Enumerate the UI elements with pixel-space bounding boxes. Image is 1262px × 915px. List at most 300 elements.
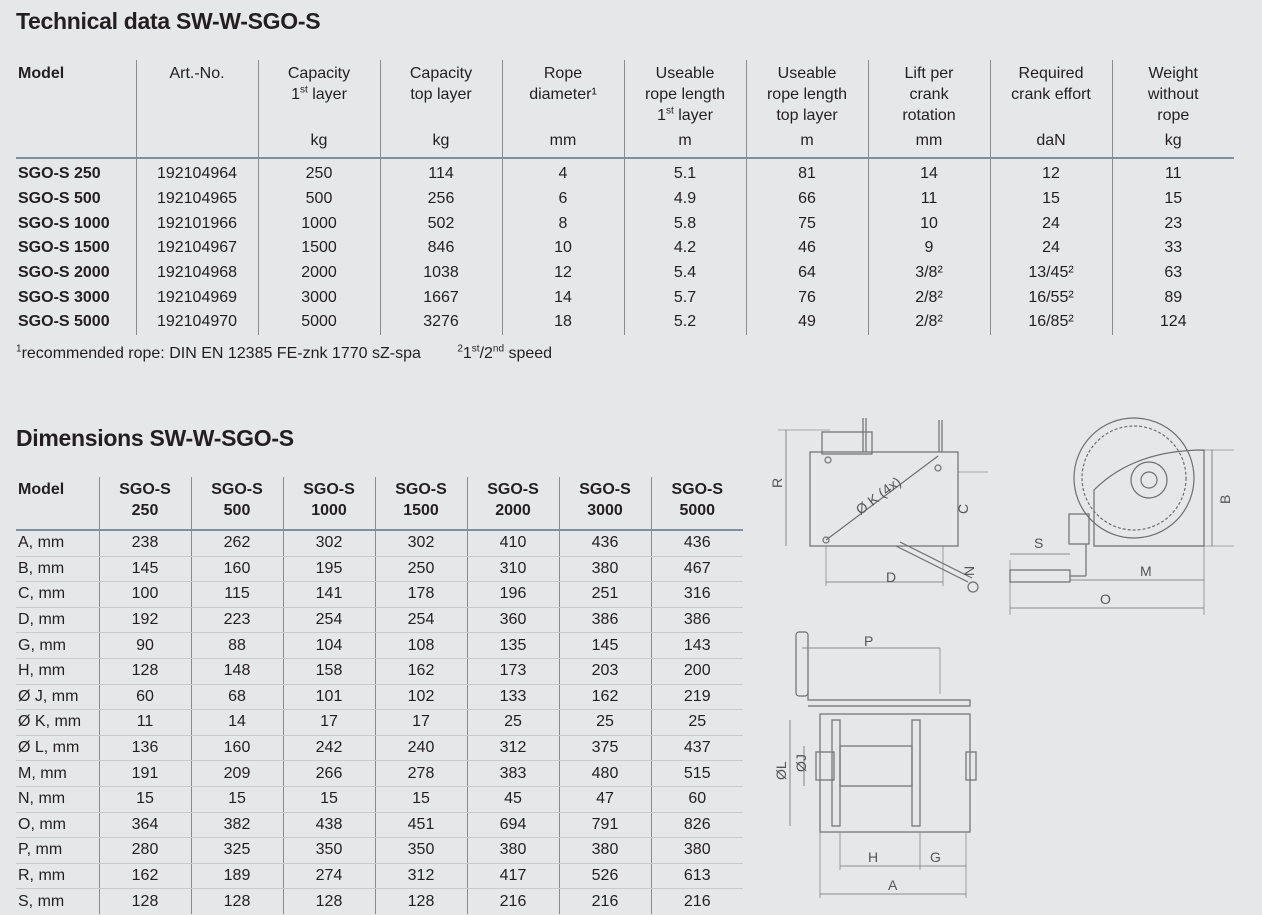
table-cell: 5.8	[624, 211, 746, 236]
table-cell: 4.2	[624, 236, 746, 261]
dims-col-header-0	[16, 477, 99, 530]
table-cell: 128	[283, 889, 375, 914]
table-cell: 410	[467, 530, 559, 556]
dims-header-line2: 2000	[495, 502, 531, 519]
table-cell: 417	[467, 863, 559, 889]
table-cell: 60	[99, 684, 191, 710]
dims-col-header-5	[467, 477, 559, 530]
tech-col-header-6	[746, 60, 868, 158]
table-cell: 3276	[380, 310, 502, 335]
table-row	[16, 310, 1234, 335]
table-cell: G, mm	[16, 633, 99, 659]
table-cell: 16/55²	[990, 285, 1112, 310]
tech-col-header-2	[258, 60, 380, 158]
tech-header-unit: kg	[432, 132, 450, 149]
tech-header-line: 1st layer	[291, 84, 347, 103]
table-cell: 467	[651, 556, 743, 582]
table-row	[16, 556, 743, 582]
table-cell: 17	[375, 710, 467, 736]
tech-header-line: Rope	[543, 65, 583, 82]
table-cell: 216	[559, 889, 651, 914]
table-cell: 25	[559, 710, 651, 736]
table-cell: 17	[283, 710, 375, 736]
label-k: Ø K (4x)	[852, 473, 904, 518]
footnote-1: $^1$recommended rope: DIN EN 12385 FE-znk 1770 sZ-spa	[16, 344, 421, 363]
table-cell: 502	[380, 211, 502, 236]
dims-col-header-1	[99, 477, 191, 530]
table-cell: 135	[467, 633, 559, 659]
table-cell: 4.9	[624, 187, 746, 212]
tech-col-header-8	[990, 60, 1112, 158]
table-cell: 500	[258, 187, 380, 212]
table-cell: 325	[191, 838, 283, 864]
table-cell: 128	[191, 889, 283, 914]
table-cell: 16/85²	[990, 310, 1112, 335]
table-cell: SGO-S 2000	[18, 264, 110, 282]
label-c: C	[955, 503, 971, 514]
table-cell: 68	[191, 684, 283, 710]
tech-header-line: without	[1147, 86, 1199, 103]
table-cell: 128	[99, 889, 191, 914]
table-cell: Ø K, mm	[16, 710, 99, 736]
table-row	[16, 261, 1234, 286]
tech-header-line: crank effort	[1011, 86, 1091, 103]
table-cell: 350	[375, 838, 467, 864]
table-cell: 47	[559, 786, 651, 812]
dims-header-line1: SGO-S	[579, 481, 631, 498]
tech-header-line: rope length	[644, 86, 726, 103]
dims-header-line2: 3000	[587, 502, 623, 519]
table-row	[16, 187, 1234, 212]
table-cell: 254	[375, 607, 467, 633]
table-cell: 5.1	[624, 158, 746, 187]
table-cell: 9	[868, 236, 990, 261]
table-cell: SGO-S 3000	[18, 288, 110, 306]
table-cell: 846	[380, 236, 502, 261]
dims-header-line2: 250	[131, 502, 159, 519]
table-cell: 162	[559, 684, 651, 710]
table-cell: 189	[191, 863, 283, 889]
tech-header-unit: mm	[549, 132, 577, 149]
table-cell: 162	[99, 863, 191, 889]
table-row	[16, 684, 743, 710]
table-cell: 160	[191, 556, 283, 582]
table-cell: 192104968	[136, 261, 258, 286]
table-cell: 24	[990, 211, 1112, 236]
table-cell: 12	[502, 261, 624, 286]
dims-header-line1: SGO-S	[303, 481, 355, 498]
winch-end-view-drawing	[1004, 410, 1244, 615]
table-cell: 250	[375, 556, 467, 582]
label-r: R	[769, 477, 785, 488]
table-cell: 526	[559, 863, 651, 889]
table-cell: 88	[191, 633, 283, 659]
dims-header-line1: SGO-S	[671, 481, 724, 498]
winch-top-view-drawing	[760, 628, 990, 903]
tech-header-unit: kg	[310, 132, 328, 149]
table-cell: 266	[283, 761, 375, 787]
table-cell: 4	[502, 158, 624, 187]
table-cell: 15	[283, 786, 375, 812]
dims-header-line2: 1000	[311, 502, 347, 519]
table-cell: 436	[559, 530, 651, 556]
table-cell: 64	[746, 261, 868, 286]
table-cell: 515	[651, 761, 743, 787]
table-cell: 101	[283, 684, 375, 710]
table-cell: 128	[375, 889, 467, 914]
label-b: B	[1217, 494, 1233, 504]
table-cell: Ø J, mm	[16, 684, 99, 710]
table-cell: 104	[283, 633, 375, 659]
table-cell: 33	[1112, 236, 1234, 261]
table-cell: 141	[283, 582, 375, 608]
table-cell: 14	[502, 285, 624, 310]
table-cell: 63	[1112, 261, 1234, 286]
tech-col-header-3	[380, 60, 502, 158]
table-cell: N, mm	[16, 786, 99, 812]
tech-header-line: top layer	[776, 107, 838, 124]
dims-col-header-6	[559, 477, 651, 530]
label-a: A	[888, 877, 898, 893]
table-cell: 192101966	[136, 211, 258, 236]
table-row	[16, 812, 743, 838]
table-cell: 160	[191, 735, 283, 761]
table-cell: 240	[375, 735, 467, 761]
table-cell: 81	[746, 158, 868, 187]
table-cell: 360	[467, 607, 559, 633]
table-row	[16, 658, 743, 684]
table-cell: 5.4	[624, 261, 746, 286]
dimensions-header-row	[16, 477, 743, 530]
table-cell: 143	[651, 633, 743, 659]
table-cell: 173	[467, 658, 559, 684]
table-cell: 223	[191, 607, 283, 633]
tech-header-line: Lift per	[904, 65, 954, 82]
table-cell: 192104965	[136, 187, 258, 212]
table-cell: 386	[651, 607, 743, 633]
table-cell: 25	[651, 710, 743, 736]
table-cell: 191	[99, 761, 191, 787]
dims-header-line1: SGO-S	[395, 481, 447, 498]
table-cell: 15	[990, 187, 1112, 212]
table-row	[16, 838, 743, 864]
table-cell: 791	[559, 812, 651, 838]
table-cell: 380	[559, 556, 651, 582]
label-l: ØL	[773, 761, 789, 780]
table-cell: 13/45²	[990, 261, 1112, 286]
table-cell: D, mm	[16, 607, 99, 633]
footnote-2: $^2$1st/2nd speed	[457, 344, 553, 363]
table-cell: 254	[283, 607, 375, 633]
table-cell: 178	[375, 582, 467, 608]
table-cell: 192104964	[136, 158, 258, 187]
table-cell: SGO-S 5000	[18, 313, 110, 331]
table-cell: P, mm	[16, 838, 99, 864]
table-cell: 89	[1112, 285, 1234, 310]
table-cell: 114	[380, 158, 502, 187]
table-cell: 6	[502, 187, 624, 212]
table-cell: 15	[1112, 187, 1234, 212]
dims-col-header-7	[651, 477, 743, 530]
label-h: H	[868, 849, 879, 865]
table-cell: 1038	[380, 261, 502, 286]
tech-col-header-5	[624, 60, 746, 158]
table-cell: 195	[283, 556, 375, 582]
technical-header-row	[16, 60, 1234, 158]
tech-header-unit: m	[800, 132, 814, 149]
table-cell: 826	[651, 812, 743, 838]
table-cell: 15	[191, 786, 283, 812]
table-cell: 90	[99, 633, 191, 659]
table-cell: 1000	[258, 211, 380, 236]
table-cell: 196	[467, 582, 559, 608]
table-cell: 302	[283, 530, 375, 556]
table-cell: M, mm	[16, 761, 99, 787]
table-cell: 192	[99, 607, 191, 633]
tech-col-header-4	[502, 60, 624, 158]
table-cell: 375	[559, 735, 651, 761]
winch-side-view-drawing	[768, 410, 998, 596]
table-cell: 136	[99, 735, 191, 761]
tech-header-unit: kg	[1164, 132, 1182, 149]
table-cell: 251	[559, 582, 651, 608]
table-cell: 145	[99, 556, 191, 582]
technical-data-title: Technical data SW-W-SGO-S	[16, 8, 321, 34]
tech-header-line: rope	[1157, 107, 1190, 124]
table-cell: 380	[559, 838, 651, 864]
table-cell: 24	[990, 236, 1112, 261]
table-cell: 124	[1112, 310, 1234, 335]
table-cell: 15	[99, 786, 191, 812]
table-cell: 2000	[258, 261, 380, 286]
table-cell: 316	[651, 582, 743, 608]
table-cell: 102	[375, 684, 467, 710]
table-cell: 5000	[258, 310, 380, 335]
table-cell: 8	[502, 211, 624, 236]
table-cell: 75	[746, 211, 868, 236]
table-row	[16, 582, 743, 608]
table-cell: 256	[380, 187, 502, 212]
table-cell: 76	[746, 285, 868, 310]
tech-header-line: crank	[909, 86, 949, 103]
table-cell: 262	[191, 530, 283, 556]
dims-col-header-3	[283, 477, 375, 530]
dims-header-line1: SGO-S	[119, 481, 171, 498]
table-cell: 23	[1112, 211, 1234, 236]
table-cell: 10	[868, 211, 990, 236]
tech-header-line: diameter¹	[529, 86, 597, 103]
table-cell: 250	[258, 158, 380, 187]
table-cell: 5.7	[624, 285, 746, 310]
table-cell: 148	[191, 658, 283, 684]
tech-header-line: rope length	[766, 86, 848, 103]
tech-header-line: Weight	[1148, 65, 1198, 82]
table-cell: SGO-S 250	[18, 165, 101, 183]
dims-header-line1: SGO-S	[211, 481, 263, 498]
tech-header-line: Capacity	[409, 65, 473, 82]
table-cell: 451	[375, 812, 467, 838]
tech-col-header-0	[16, 60, 136, 158]
table-cell: 18	[502, 310, 624, 335]
table-cell: 278	[375, 761, 467, 787]
table-cell: R, mm	[16, 863, 99, 889]
table-cell: 14	[868, 158, 990, 187]
tech-header-line: 1st layer	[657, 105, 713, 124]
table-cell: B, mm	[16, 556, 99, 582]
table-cell: 46	[746, 236, 868, 261]
label-s: S	[1034, 535, 1044, 551]
label-p: P	[864, 633, 874, 649]
table-cell: 200	[651, 658, 743, 684]
table-cell: 310	[467, 556, 559, 582]
tech-header-unit: daN	[1036, 132, 1066, 149]
table-cell: 12	[990, 158, 1112, 187]
table-cell: 115	[191, 582, 283, 608]
label-j: ØJ	[793, 754, 809, 772]
table-cell: 133	[467, 684, 559, 710]
table-cell: 11	[868, 187, 990, 212]
tech-header-line: Useable	[655, 65, 715, 82]
table-cell: 216	[651, 889, 743, 914]
table-cell: SGO-S 1500	[18, 239, 110, 257]
dims-col-header-4	[375, 477, 467, 530]
table-cell: 145	[559, 633, 651, 659]
dims-header-line2: 5000	[679, 502, 716, 519]
table-row	[16, 786, 743, 812]
table-row	[16, 761, 743, 787]
dimensions-table	[16, 477, 743, 914]
table-cell: 192104969	[136, 285, 258, 310]
tech-header-line: Art.-No.	[169, 65, 225, 82]
table-cell: 192104967	[136, 236, 258, 261]
table-cell: 108	[375, 633, 467, 659]
table-cell: 380	[651, 838, 743, 864]
table-cell: 216	[467, 889, 559, 914]
table-cell: 302	[375, 530, 467, 556]
table-cell: 203	[559, 658, 651, 684]
table-cell: 436	[651, 530, 743, 556]
table-cell: 100	[99, 582, 191, 608]
table-cell: 438	[283, 812, 375, 838]
table-cell: 192104970	[136, 310, 258, 335]
table-cell: 694	[467, 812, 559, 838]
table-row	[16, 863, 743, 889]
table-cell: 238	[99, 530, 191, 556]
table-cell: 162	[375, 658, 467, 684]
table-row	[16, 158, 1234, 187]
table-cell: 312	[375, 863, 467, 889]
dims-header-line1: Model	[18, 481, 65, 498]
dims-header-line2: 500	[223, 502, 251, 519]
table-cell: 49	[746, 310, 868, 335]
table-cell: 3000	[258, 285, 380, 310]
table-cell: 1500	[258, 236, 380, 261]
table-cell: 209	[191, 761, 283, 787]
table-cell: C, mm	[16, 582, 99, 608]
table-cell: 2/8²	[868, 310, 990, 335]
footnotes	[16, 344, 552, 363]
table-row	[16, 607, 743, 633]
label-d: D	[886, 569, 897, 585]
tech-header-line: Capacity	[287, 65, 351, 82]
label-m: M	[1140, 563, 1152, 579]
label-o: O	[1100, 591, 1111, 607]
table-cell: 60	[651, 786, 743, 812]
label-n: N	[961, 565, 977, 576]
technical-data-table	[16, 60, 1234, 335]
dims-col-header-2	[191, 477, 283, 530]
table-row	[16, 633, 743, 659]
table-cell: 280	[99, 838, 191, 864]
tech-header-line: Model	[18, 65, 65, 82]
table-cell: H, mm	[16, 658, 99, 684]
table-cell: SGO-S 500	[18, 190, 101, 208]
table-cell: 312	[467, 735, 559, 761]
table-row	[16, 735, 743, 761]
table-cell: 383	[467, 761, 559, 787]
tech-header-line: rotation	[902, 107, 956, 124]
tech-col-header-9	[1112, 60, 1234, 158]
table-cell: 45	[467, 786, 559, 812]
table-cell: 2/8²	[868, 285, 990, 310]
table-cell: A, mm	[16, 530, 99, 556]
table-cell: SGO-S 1000	[18, 214, 110, 232]
table-cell: 11	[99, 710, 191, 736]
table-cell: O, mm	[16, 812, 99, 838]
table-row	[16, 236, 1234, 261]
table-cell: 219	[651, 684, 743, 710]
table-row	[16, 710, 743, 736]
tech-col-header-1	[136, 60, 258, 158]
table-cell: 364	[99, 812, 191, 838]
table-cell: 66	[746, 187, 868, 212]
table-row	[16, 211, 1234, 236]
table-cell: 386	[559, 607, 651, 633]
label-g: G	[930, 849, 941, 865]
table-cell: 5.2	[624, 310, 746, 335]
table-cell: 274	[283, 863, 375, 889]
dims-header-line1: SGO-S	[487, 481, 539, 498]
tech-header-line: top layer	[410, 86, 472, 103]
table-cell: 158	[283, 658, 375, 684]
table-cell: Ø L, mm	[16, 735, 99, 761]
table-cell: 380	[467, 838, 559, 864]
tech-header-line: Required	[1018, 65, 1084, 82]
table-cell: S, mm	[18, 892, 65, 910]
table-cell: 613	[651, 863, 743, 889]
dimensions-title: Dimensions SW-W-SGO-S	[16, 425, 294, 451]
table-cell: 11	[1112, 158, 1234, 187]
table-row	[16, 889, 743, 914]
table-cell: 14	[191, 710, 283, 736]
table-cell: 350	[283, 838, 375, 864]
tech-col-header-7	[868, 60, 990, 158]
table-cell: 25	[467, 710, 559, 736]
table-row	[16, 530, 743, 556]
table-cell: 1667	[380, 285, 502, 310]
tech-header-unit: m	[678, 132, 692, 149]
table-cell: 437	[651, 735, 743, 761]
table-cell: 10	[502, 236, 624, 261]
table-cell: 15	[375, 786, 467, 812]
table-cell: 3/8²	[868, 261, 990, 286]
tech-header-unit: mm	[915, 132, 943, 149]
table-cell: 382	[191, 812, 283, 838]
table-row	[16, 285, 1234, 310]
tech-header-line: Useable	[777, 65, 837, 82]
table-cell: 480	[559, 761, 651, 787]
table-cell: 128	[99, 658, 191, 684]
